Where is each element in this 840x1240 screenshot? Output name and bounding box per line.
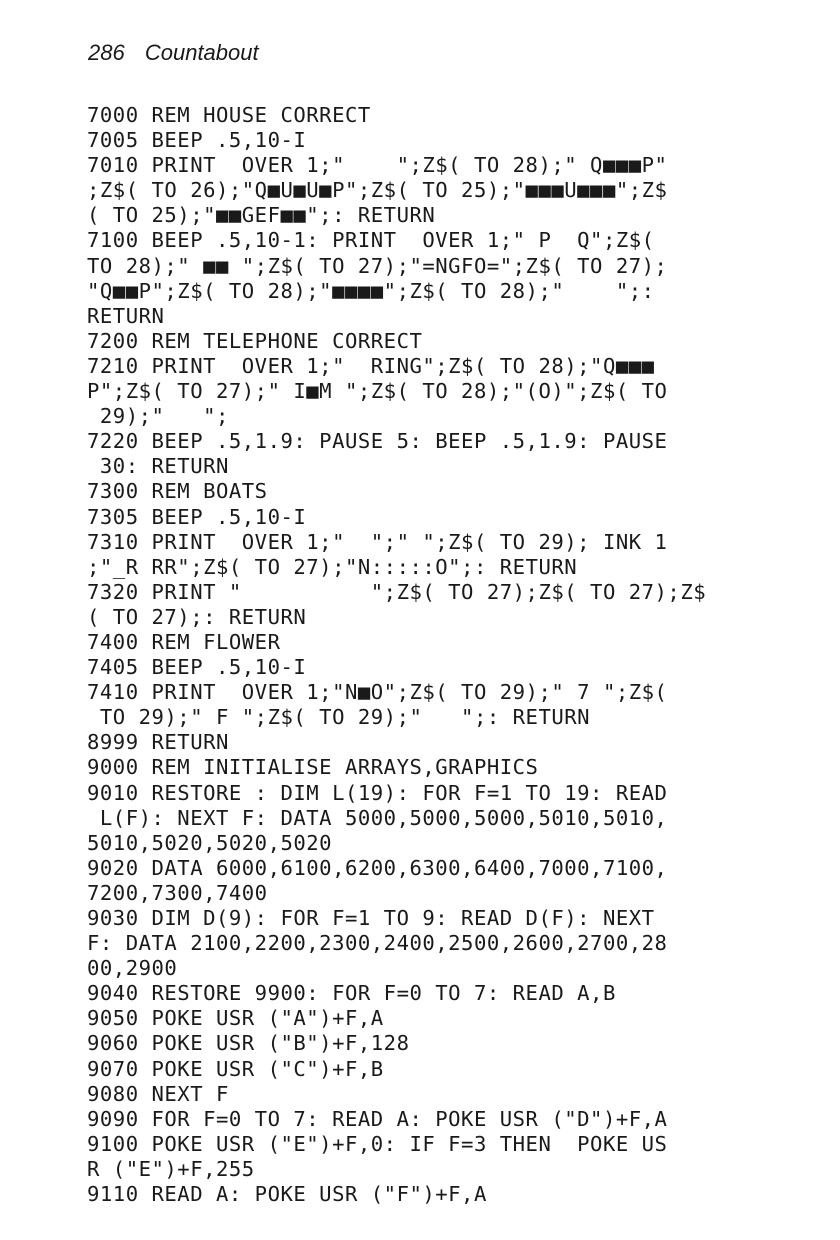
code-line: 7000 REM HOUSE CORRECT xyxy=(87,103,371,127)
program-listing xyxy=(87,103,807,1207)
chapter-title: Countabout xyxy=(144,40,259,65)
code-line: 29);" "; xyxy=(87,404,229,429)
code-line: 7200 REM TELEPHONE CORRECT xyxy=(87,328,423,353)
code-line: ;Z$( TO 26);"Q■U■U■P";Z$( TO 25);"■■■U■■■";Z$ xyxy=(87,178,668,203)
code-line: 7305 BEEP .5,10-I xyxy=(87,504,307,529)
code-line: ;"_R RR";Z$( TO 27);"N:::::O";: RETURN xyxy=(87,554,578,579)
code-line: 9060 POKE USR ("B")+F,128 xyxy=(87,1031,410,1056)
code-line: RETURN xyxy=(87,303,165,328)
code-line: 7005 BEEP .5,10-I xyxy=(87,128,307,153)
code-line: R ("E")+F,255 xyxy=(87,1156,255,1181)
code-line: 7405 BEEP .5,10-I xyxy=(87,655,307,680)
code-line: 7200,7300,7400 xyxy=(87,880,268,905)
code-line: 7010 PRINT OVER 1;" ";Z$( TO 28);" Q■■■P" xyxy=(87,153,668,178)
code-line: 9030 DIM D(9): FOR F=1 TO 9: READ D(F): NEXT xyxy=(87,906,655,930)
code-line: 9050 POKE USR ("A")+F,A xyxy=(87,1006,384,1031)
code-line: 7100 BEEP .5,10-1: PRINT OVER 1;" P Q";Z$( xyxy=(87,228,655,253)
code-line: 7310 PRINT OVER 1;" ";" ";Z$( TO 29); INK 1 xyxy=(87,529,668,554)
code-line: ( TO 25);"■■GEF■■";: RETURN xyxy=(87,203,436,228)
code-line: 9100 POKE USR ("E")+F,0: IF F=3 THEN POKE US xyxy=(87,1131,668,1156)
code-line: 5010,5020,5020,5020 xyxy=(87,830,333,855)
code-line: "Q■■P";Z$( TO 28);"■■■■";Z$( TO 28);" ";: xyxy=(87,278,655,303)
code-line: 8999 RETURN xyxy=(87,730,229,755)
code-line: 00,2900 xyxy=(87,956,178,981)
code-line: 9000 REM INITIALISE ARRAYS,GRAPHICS xyxy=(87,755,539,780)
code-line: ( TO 27);: RETURN xyxy=(87,604,307,629)
code-line: 9020 DATA 6000,6100,6200,6300,6400,7000,7100, xyxy=(87,855,668,880)
page-number: 286 xyxy=(88,40,125,65)
code-line: 9070 POKE USR ("C")+F,B xyxy=(87,1056,384,1081)
code-line: 7220 BEEP .5,1.9: PAUSE 5: BEEP .5,1.9: PAUSE xyxy=(87,429,668,454)
code-line: 7410 PRINT OVER 1;"N■O";Z$( TO 29);" 7 ";Z$( xyxy=(87,680,668,705)
code-line: 30: RETURN xyxy=(87,454,229,479)
code-line: 9010 RESTORE : DIM L(19): FOR F=1 TO 19: READ xyxy=(87,780,668,805)
code-line: L(F): NEXT F: DATA 5000,5000,5000,5010,5010, xyxy=(87,805,668,830)
page-header xyxy=(88,40,259,66)
code-line: 7400 REM FLOWER xyxy=(87,629,281,654)
code-line: TO 28);" ■■ ";Z$( TO 27);"=NGFO=";Z$( TO 27); xyxy=(87,253,668,278)
code-line: 7210 PRINT OVER 1;" RING";Z$( TO 28);"Q■■■ xyxy=(87,353,655,378)
code-line: 9080 NEXT F xyxy=(87,1081,229,1106)
code-line: 9040 RESTORE 9900: FOR F=0 TO 7: READ A,B xyxy=(87,981,616,1006)
code-line: 9110 READ A: POKE USR ("F")+F,A xyxy=(87,1182,487,1207)
code-line: 7300 REM BOATS xyxy=(87,479,268,504)
code-line: 7320 PRINT " ";Z$( TO 27);Z$( TO 27);Z$ xyxy=(87,579,707,604)
code-line: 9090 FOR F=0 TO 7: READ A: POKE USR ("D")+F,A xyxy=(87,1106,668,1131)
code-line: F: DATA 2100,2200,2300,2400,2500,2600,2700,28 xyxy=(87,931,668,956)
code-line: P";Z$( TO 27);" I■M ";Z$( TO 28);"(O)";Z$( TO xyxy=(87,379,668,404)
code-line: TO 29);" F ";Z$( TO 29);" ";: RETURN xyxy=(87,705,591,730)
